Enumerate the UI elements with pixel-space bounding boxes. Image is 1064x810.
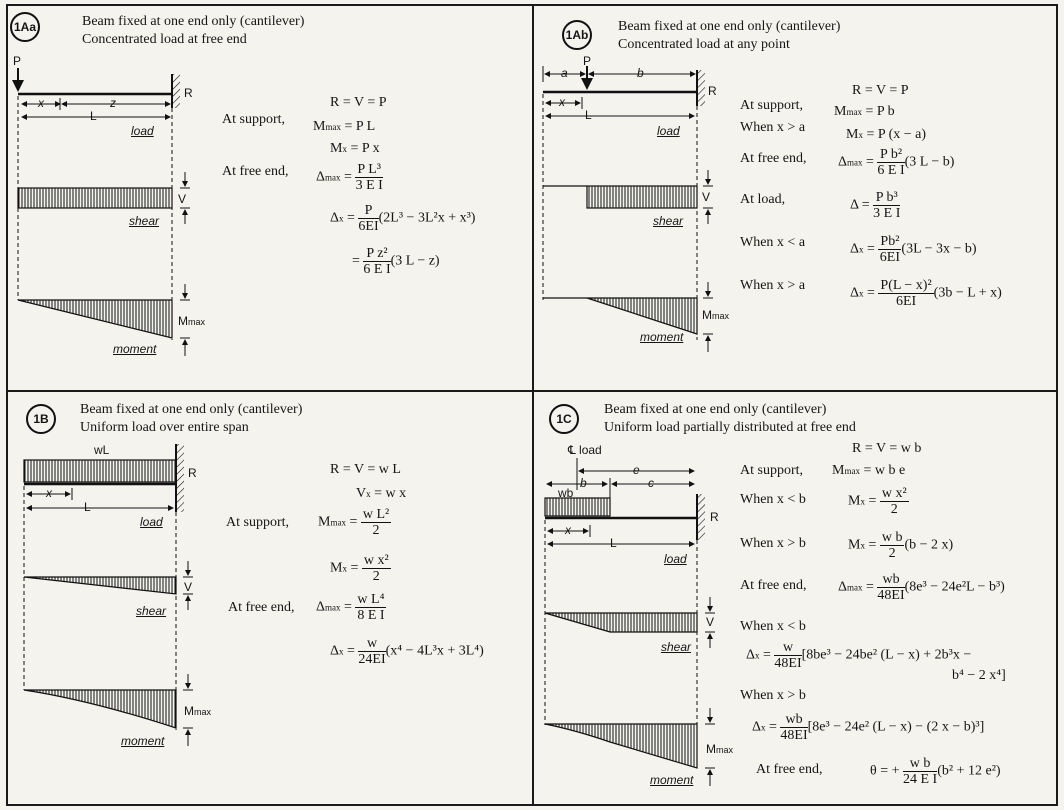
label-L: L bbox=[84, 500, 91, 514]
badge-1Ab: 1Ab bbox=[562, 20, 592, 50]
label-R: R bbox=[188, 466, 197, 480]
eq-free-label: At free end, bbox=[740, 151, 807, 166]
eq-mmax: Mmax = w b e bbox=[832, 463, 906, 478]
eq-theta: θ = + $\frac{\text{w b}}{\text{24 E I}}$ (b² + 12 e²) bbox=[870, 756, 1001, 787]
diagram-1Aa bbox=[18, 68, 190, 356]
label-b: b bbox=[637, 66, 644, 80]
eq-free-label: At free end, bbox=[222, 164, 289, 179]
label-moment: moment bbox=[121, 734, 165, 748]
label-e: e bbox=[633, 463, 640, 477]
label-load: load bbox=[131, 124, 154, 138]
label-shear: shear bbox=[653, 214, 684, 228]
badge-1C: 1C bbox=[549, 404, 579, 434]
eq-support-label: At support, bbox=[740, 98, 803, 113]
eq-mx: Mx = P x bbox=[330, 141, 380, 156]
eq-reaction: R = V = P bbox=[330, 95, 387, 110]
eq-dmax: Δmax = $\frac{\text{P L³}}{\text{3 E I}}$ bbox=[316, 162, 383, 193]
label-wL: wL bbox=[94, 443, 110, 457]
label-load: load bbox=[140, 515, 163, 529]
label-L: L bbox=[90, 109, 97, 123]
eq-mx1: Mx = $\frac{\text{w x²}}{2}$ bbox=[848, 486, 907, 517]
title-1Ab-line2: Concentrated load at any point bbox=[618, 37, 790, 52]
eq-mmax: Mmax = $\frac{\text{w L²}}{2}$ bbox=[318, 507, 390, 538]
title-1B-line2: Uniform load over entire span bbox=[80, 420, 249, 435]
eq-mmax: Mmax = P b bbox=[834, 104, 895, 119]
eq-dmax: Δmax = $\frac{wb}{48EI}$ (8e³ − 24e²L − b³) bbox=[838, 572, 1005, 603]
label-Mmax: Mmax bbox=[702, 308, 730, 322]
eq-dx: Δx = $\frac{P}{6EI}$ (2L³ − 3L²x + x³) bbox=[330, 203, 476, 234]
title-1Aa-line1: Beam fixed at one end only (cantilever) bbox=[82, 14, 305, 29]
label-shear: shear bbox=[661, 640, 692, 654]
label-Mmax: Mmax bbox=[184, 704, 212, 718]
eq-when-lt-label: When x < a bbox=[740, 235, 806, 250]
eq-when-gt-label: When x > b bbox=[740, 536, 806, 551]
eq-support-label: At support, bbox=[226, 515, 289, 530]
label-V: V bbox=[184, 580, 193, 594]
title-1C-line1: Beam fixed at one end only (cantilever) bbox=[604, 402, 827, 417]
badge-1Aa: 1Aa bbox=[10, 12, 40, 42]
eq-when-lt2-label: When x < b bbox=[740, 619, 806, 634]
label-load: load bbox=[657, 124, 680, 138]
label-moment: moment bbox=[113, 342, 157, 356]
label-moment: moment bbox=[640, 330, 684, 344]
label-c: c bbox=[648, 476, 654, 490]
eq-support-label: At support, bbox=[740, 463, 803, 478]
label-z: z bbox=[110, 96, 116, 110]
eq-dx2: Δx = $\frac{wb}{48EI}$ [8e³ − 24e² (L − x) − (2 x − b)³] bbox=[752, 712, 985, 743]
label-b: b bbox=[580, 476, 587, 490]
eq-vx: Vx = w x bbox=[356, 486, 407, 501]
label-x: x bbox=[38, 96, 44, 110]
title-1C-line2: Uniform load partially distributed at free end bbox=[604, 420, 856, 435]
label-x: x bbox=[565, 523, 571, 537]
label-centerline-load: ℄ load bbox=[568, 443, 602, 457]
eq-dx1: Δx = $\frac{w}{48EI}$ [8be³ − 24be² (L − x) + 2b³x − bbox=[746, 640, 972, 671]
label-R: R bbox=[710, 510, 719, 524]
label-shear: shear bbox=[129, 214, 160, 228]
eq-support-label: At support, bbox=[222, 112, 285, 127]
label-Mmax: Mmax bbox=[178, 314, 206, 328]
label-L: L bbox=[610, 536, 617, 550]
eq-when-lt-label: When x < b bbox=[740, 492, 806, 507]
eq-dmax: Δmax = $\frac{\text{w L⁴}}{\text{8 E I}}$ bbox=[316, 592, 385, 623]
title-1B-line1: Beam fixed at one end only (cantilever) bbox=[80, 402, 303, 417]
eq-mx: Mx = $\frac{\text{w x²}}{2}$ bbox=[330, 553, 389, 584]
eq-dmax: Δmax = $\frac{\text{P b²}}{\text{6 E I}}$ (3 L − b) bbox=[838, 147, 955, 178]
eq-when-gt-label: When x > a bbox=[740, 278, 806, 293]
label-wb: wb bbox=[558, 486, 574, 500]
badge-1B: 1B bbox=[26, 404, 56, 434]
eq-dx1-continued: b⁴ − 2 x⁴] bbox=[952, 668, 1006, 683]
eq-mx2: Mx = $\frac{\text{w b}}{2}$ (b − 2 x) bbox=[848, 530, 954, 561]
label-moment: moment bbox=[650, 773, 694, 787]
eq-dgt: Δx = $\frac{\text{P(L − x)²}}{6EI}$ (3b − L + x) bbox=[850, 278, 1002, 309]
label-V: V bbox=[178, 192, 187, 206]
eq-mmax: Mmax = P L bbox=[313, 119, 376, 134]
eq-dz: = $\frac{\text{P z²}}{\text{6 E I}}$ (3 L − z) bbox=[352, 246, 440, 277]
label-V: V bbox=[702, 190, 711, 204]
eq-reaction: R = V = P bbox=[852, 83, 909, 98]
eq-reaction: R = V = w L bbox=[330, 462, 401, 477]
eq-load-label: At load, bbox=[740, 192, 786, 207]
label-L: L bbox=[585, 108, 592, 122]
eq-dlt: Δx = $\frac{\text{Pb²}}{6EI}$ (3L − 3x − b) bbox=[850, 234, 977, 265]
label-R: R bbox=[708, 84, 717, 98]
eq-reaction: R = V = w b bbox=[852, 441, 922, 456]
eq-when-xa-label: When x > a bbox=[740, 120, 806, 135]
label-P: P bbox=[13, 54, 22, 68]
label-x: x bbox=[559, 95, 565, 109]
diagram-1Ab bbox=[543, 66, 713, 352]
label-shear: shear bbox=[136, 604, 167, 618]
eq-free-label: At free end, bbox=[740, 578, 807, 593]
label-R: R bbox=[184, 86, 193, 100]
eq-free-label: At free end, bbox=[228, 600, 295, 615]
eq-when-gt2-label: When x > b bbox=[740, 688, 806, 703]
label-load: load bbox=[664, 552, 687, 566]
diagram-1C bbox=[545, 458, 715, 786]
eq-mx: Mx = P (x − a) bbox=[846, 127, 927, 142]
title-1Ab-line1: Beam fixed at one end only (cantilever) bbox=[618, 19, 841, 34]
eq-free2-label: At free end, bbox=[756, 762, 823, 777]
label-V: V bbox=[706, 615, 715, 629]
eq-dload: Δ = $\frac{\text{P b³}}{\text{3 E I}}$ bbox=[850, 190, 901, 221]
label-P: P bbox=[583, 54, 592, 68]
label-Mmax: Mmax bbox=[706, 742, 734, 756]
eq-dx: Δx = $\frac{w}{24EI}$ (x⁴ − 4L³x + 3L⁴) bbox=[330, 636, 484, 667]
title-1Aa-line2: Concentrated load at free end bbox=[82, 32, 247, 47]
label-a: a bbox=[561, 66, 568, 80]
label-x: x bbox=[46, 486, 52, 500]
